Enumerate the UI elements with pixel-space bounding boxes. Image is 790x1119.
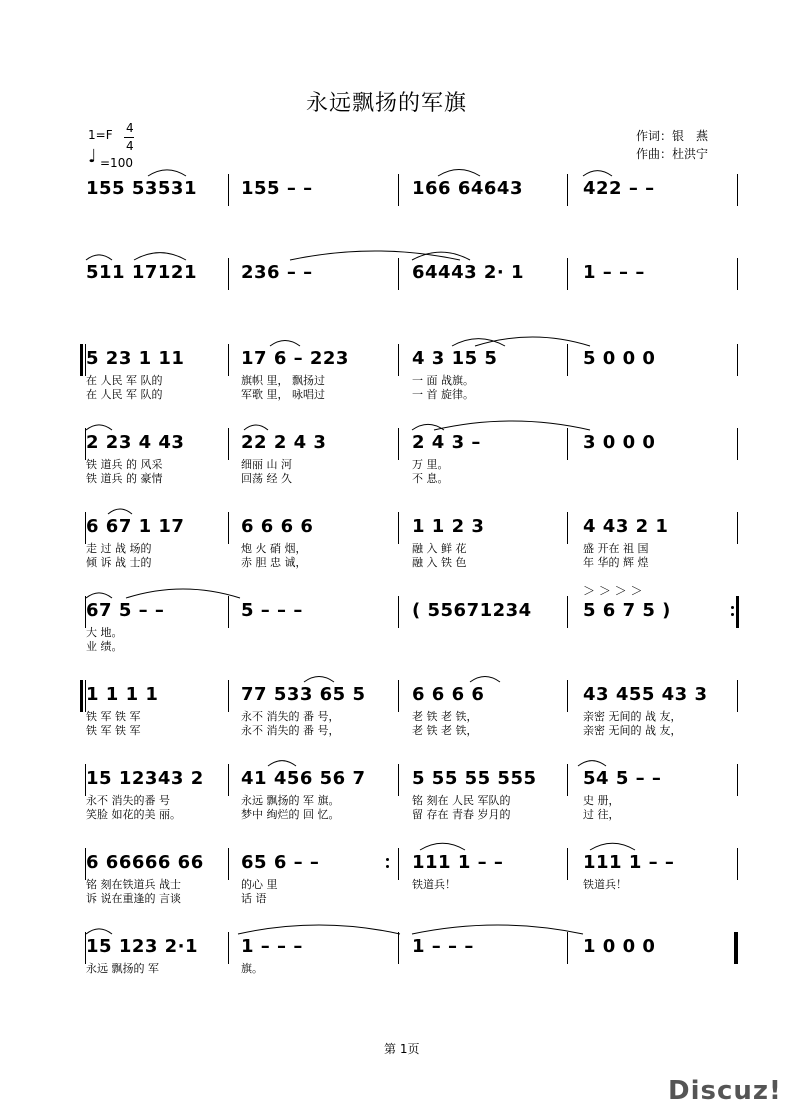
- double-bar-line: [80, 680, 83, 712]
- slur: [108, 509, 132, 514]
- lyric-verse-2: 留 存在 青春 岁月的: [412, 808, 511, 821]
- slur: [238, 925, 400, 934]
- lyric-verse-1: 融 入 鲜 花: [412, 542, 467, 555]
- bar-line: [567, 258, 568, 290]
- lyric-verse-2: 在 人民 军 队的: [86, 388, 163, 401]
- measure-notes: 6 6 6 6: [412, 684, 485, 705]
- bar-line: [567, 174, 568, 206]
- bar-line: [398, 258, 399, 290]
- bar-line: [398, 428, 399, 460]
- measure-notes: 166 64643: [412, 178, 523, 199]
- double-bar-line: [736, 596, 739, 628]
- lyric-verse-1: 史 册，: [583, 794, 620, 807]
- slur: [86, 255, 112, 260]
- time-signature-top: 4: [126, 121, 134, 135]
- bar-line: [567, 596, 568, 628]
- measure-notes: 5 6 7 5 ): [583, 600, 671, 621]
- measure-notes: 2 23 4 43: [86, 432, 185, 453]
- slur: [420, 843, 465, 850]
- measure-notes: 2 4 3 –: [412, 432, 481, 453]
- bar-line: [228, 174, 229, 206]
- measure-notes: 1 – – –: [412, 936, 474, 957]
- measure-notes: 6 66666 66: [86, 852, 204, 873]
- song-title: 永远飘扬的军旗: [306, 91, 468, 116]
- bar-line: [228, 596, 229, 628]
- lyric-verse-1: 盛 开在 祖 国: [583, 542, 649, 555]
- slur: [412, 925, 583, 934]
- measure-notes: 4 43 2 1: [583, 516, 669, 537]
- bar-line: [567, 680, 568, 712]
- bar-line: [85, 596, 86, 628]
- bar-line: [737, 344, 738, 376]
- slur: [304, 677, 334, 683]
- bar-line: [737, 428, 738, 460]
- slur: [148, 170, 186, 176]
- lyric-verse-2: 铁 道兵 的 豪情: [86, 472, 163, 485]
- lyric-verse-1: 大 地。: [86, 626, 123, 639]
- lyric-verse-1: 在 人民 军 队的: [86, 374, 163, 387]
- bar-line: [85, 344, 86, 376]
- lyric-verse-1: 永不 消失的番 号: [86, 794, 170, 807]
- bar-line: [398, 344, 399, 376]
- measure-notes: 5 0 0 0: [583, 348, 656, 369]
- bar-line: [228, 258, 229, 290]
- slur: [470, 677, 500, 683]
- measure-notes: 4 3 15 5: [412, 348, 498, 369]
- lyric-verse-1: 铭 刻在 人民 军队的: [412, 794, 511, 807]
- bar-line: [228, 764, 229, 796]
- measure-notes: 54 5 – –: [583, 768, 662, 789]
- bar-line: [737, 848, 738, 880]
- lyric-verse-1: 旗。: [241, 962, 263, 975]
- measure-notes: 236 – –: [241, 262, 313, 283]
- tempo-marking: =100: [100, 156, 133, 170]
- lyric-verse-2: 倾 诉 战 士的: [86, 556, 152, 569]
- bar-line: [737, 174, 738, 206]
- lyric-verse-1: 一 面 战旗。: [412, 374, 474, 387]
- slur: [134, 253, 186, 260]
- lyric-verse-2: 一 首 旋律。: [412, 388, 474, 401]
- bar-line: [737, 258, 738, 290]
- measure-notes: 5 23 1 11: [86, 348, 185, 369]
- measure-notes: 67 5 – –: [86, 600, 165, 621]
- lyric-verse-1: 万 里。: [412, 458, 449, 471]
- lyric-verse-1: 铭 刻在铁道兵 战士: [86, 878, 181, 891]
- lyric-verse-2: 老 铁 老 铁，: [412, 724, 478, 737]
- bar-line: [228, 848, 229, 880]
- lyric-verse-2: 话 语: [241, 892, 267, 905]
- measure-notes: 1 1 1 1: [86, 684, 159, 705]
- repeat-dots-icon: [731, 602, 734, 620]
- slur: [86, 929, 112, 934]
- bar-line: [398, 174, 399, 206]
- bar-line: [228, 932, 229, 964]
- bar-line: [228, 512, 229, 544]
- lyricist: 作词：银 燕: [636, 129, 709, 143]
- double-bar-line: [80, 344, 83, 376]
- lyric-verse-1: 铁 道兵 的 风采: [86, 458, 163, 471]
- measure-notes: 1 1 2 3: [412, 516, 485, 537]
- time-signature-line: [124, 137, 134, 138]
- measure-notes: ( 55671234: [412, 600, 532, 621]
- measure-notes: 155 53531: [86, 178, 197, 199]
- lyric-verse-1: 走 过 战 场的: [86, 542, 152, 555]
- measure-notes: 6 67 1 17: [86, 516, 185, 537]
- lyric-verse-2: 军歌 里， 咏唱过: [241, 388, 325, 401]
- bar-line: [398, 932, 399, 964]
- bar-line: [85, 932, 86, 964]
- bar-line: [85, 512, 86, 544]
- quarter-note-icon: ♩: [88, 146, 97, 167]
- lyric-verse-1: 亲密 无间的 战 友，: [583, 710, 682, 723]
- lyric-verse-2: 过 往，: [583, 808, 620, 821]
- measure-notes: 1 – – –: [583, 262, 645, 283]
- lyric-verse-1: 永远 飘扬的 军: [86, 962, 159, 975]
- lyric-verse-2: 赤 胆 忠 诚，: [241, 556, 307, 569]
- measure-notes: 511 17121: [86, 262, 197, 283]
- bar-line: [567, 428, 568, 460]
- bar-line: [85, 764, 86, 796]
- bar-line: [228, 344, 229, 376]
- slur: [590, 843, 635, 850]
- bar-line: [398, 512, 399, 544]
- composer: 作曲：杜洪宁: [636, 147, 709, 161]
- slur: [244, 425, 268, 430]
- bar-line: [737, 932, 738, 964]
- slur: [452, 339, 505, 346]
- bar-line: [737, 512, 738, 544]
- bar-line: [398, 596, 399, 628]
- measure-notes: 3 0 0 0: [583, 432, 656, 453]
- bar-line: [85, 428, 86, 460]
- measure-notes: 77 533 65 5: [241, 684, 366, 705]
- bar-line: [737, 680, 738, 712]
- measure-notes: 5 – – –: [241, 600, 303, 621]
- slur: [475, 337, 590, 346]
- measure-notes: 22 2 4 3: [241, 432, 327, 453]
- lyric-verse-2: 融 入 铁 色: [412, 556, 467, 569]
- bar-line: [567, 764, 568, 796]
- lyric-verse-2: 诉 说在重逢的 言谈: [86, 892, 181, 905]
- measure-notes: 65 6 – –: [241, 852, 320, 873]
- slur: [583, 171, 612, 176]
- watermark: Discuz!: [668, 1076, 782, 1106]
- bar-line: [398, 680, 399, 712]
- accent-marks: ＞ ＞ ＞ ＞: [583, 584, 643, 598]
- lyric-verse-1: 永不 消失的 番 号，: [241, 710, 340, 723]
- slur: [126, 589, 240, 598]
- measure-notes: 1 0 0 0: [583, 936, 656, 957]
- lyric-verse-2: 永不 消失的 番 号，: [241, 724, 340, 737]
- repeat-dots-icon: [386, 854, 389, 872]
- bar-line: [567, 932, 568, 964]
- slur: [412, 424, 444, 430]
- bar-line: [567, 512, 568, 544]
- bar-line: [567, 344, 568, 376]
- slur: [290, 251, 460, 260]
- lyric-verse-1: 的心 里: [241, 878, 278, 891]
- time-signature-bottom: 4: [126, 139, 134, 153]
- slur: [270, 341, 300, 347]
- lyric-verse-2: 梦中 绚烂的 回 忆。: [241, 808, 340, 821]
- measure-notes: 111 1 – –: [583, 852, 675, 873]
- lyric-verse-2: 业 绩。: [86, 640, 123, 653]
- slur: [438, 170, 480, 177]
- lyric-verse-1: 细丽 山 河: [241, 458, 292, 471]
- lyric-verse-2: 铁 军 铁 军: [86, 724, 141, 737]
- lyric-verse-2: 笑脸 如花的美 丽。: [86, 808, 181, 821]
- lyric-verse-2: 亲密 无间的 战 友，: [583, 724, 682, 737]
- slur: [268, 761, 296, 766]
- lyric-verse-1: 铁 军 铁 军: [86, 710, 141, 723]
- key-signature: 1=F: [88, 128, 113, 142]
- bar-line: [398, 764, 399, 796]
- measure-notes: 15 123 2·1: [86, 936, 199, 957]
- measure-notes: 64443 2· 1: [412, 262, 525, 283]
- measure-notes: 41 456 56 7: [241, 768, 366, 789]
- measure-notes: 1 – – –: [241, 936, 303, 957]
- bar-line: [228, 680, 229, 712]
- lyric-verse-2: 回荡 经 久: [241, 472, 292, 485]
- measure-notes: 111 1 – –: [412, 852, 504, 873]
- measure-notes: 17 6 – 223: [241, 348, 349, 369]
- measure-notes: 422 – –: [583, 178, 655, 199]
- bar-line: [85, 680, 86, 712]
- measure-notes: 5 55 55 555: [412, 768, 537, 789]
- slur: [412, 252, 470, 260]
- slur: [86, 425, 112, 430]
- measure-notes: 6 6 6 6: [241, 516, 314, 537]
- bar-line: [228, 428, 229, 460]
- measure-notes: 43 455 43 3: [583, 684, 708, 705]
- lyric-verse-1: 铁道兵！: [412, 878, 456, 891]
- page-number: 第 1页: [384, 1042, 420, 1056]
- slur: [86, 593, 112, 598]
- bar-line: [85, 848, 86, 880]
- bar-line: [567, 848, 568, 880]
- lyric-verse-2: 不 息。: [412, 472, 449, 485]
- lyric-verse-1: 永远 飘扬的 军 旗。: [241, 794, 340, 807]
- double-bar-line: [734, 932, 737, 964]
- slur: [578, 761, 606, 766]
- measure-notes: 15 12343 2: [86, 768, 204, 789]
- lyric-verse-1: 旗帜 里， 飘扬过: [241, 374, 325, 387]
- bar-line: [398, 848, 399, 880]
- lyric-verse-1: 铁道兵！: [583, 878, 627, 891]
- bar-line: [737, 764, 738, 796]
- lyric-verse-1: 老 铁 老 铁，: [412, 710, 478, 723]
- lyric-verse-2: 年 华的 辉 煌: [583, 556, 649, 569]
- lyric-verse-1: 炮 火 硝 烟，: [241, 542, 307, 555]
- measure-notes: 155 – –: [241, 178, 313, 199]
